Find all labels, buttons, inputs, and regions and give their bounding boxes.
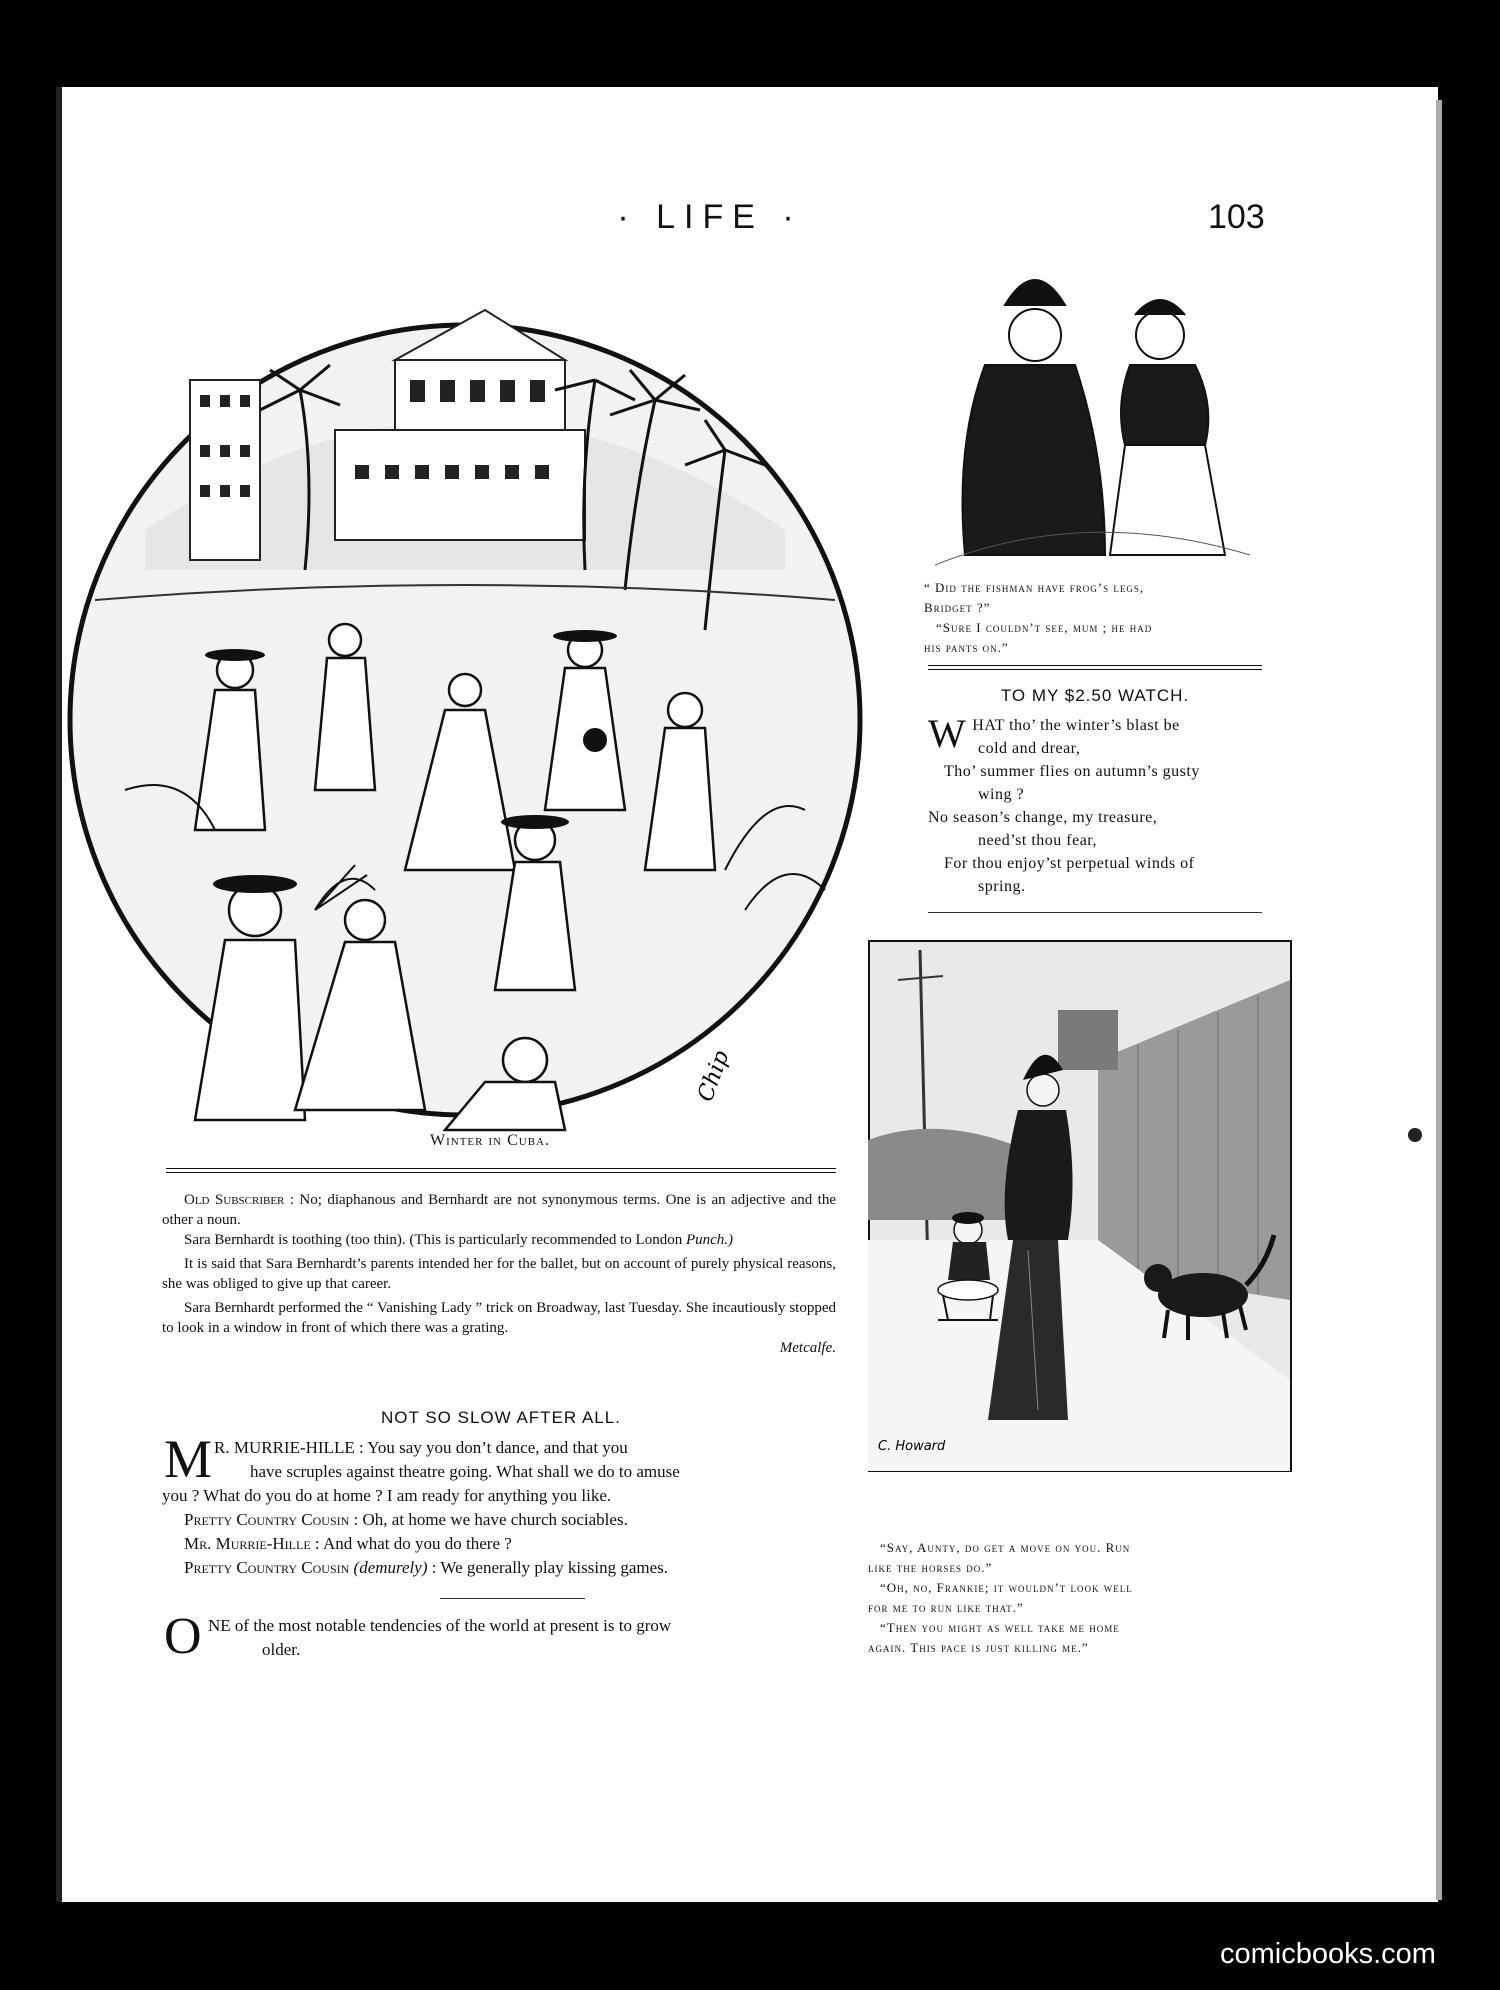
subscriber-paragraph: Sara Bernhardt is toothing (too thin). (This is particularly recommended to London Punch.) — [184, 1232, 734, 1248]
poem-line: wing ? — [978, 786, 1025, 803]
poem-line: Tho’ summer flies on autumn’s gusty — [944, 763, 1200, 780]
page-spine — [56, 87, 62, 1902]
watch-poem-title: TO MY $2.50 WATCH. — [1000, 686, 1190, 705]
slow-rule — [440, 1598, 585, 1599]
subscriber-paragraph: Sara Bernhardt performed the “ Vanishing Lady ” trick on Broadway, last Tuesday. She incautiously stopped to look in a window in front of which there was a grating. — [162, 1300, 836, 1336]
subscriber-rule — [166, 1168, 836, 1173]
older-line: older. — [262, 1640, 301, 1659]
page-number: 103 — [1208, 198, 1265, 236]
not-so-slow-title: NOT SO SLOW AFTER ALL. — [381, 1408, 621, 1427]
subscriber-label: Old Subscriber : — [184, 1192, 294, 1208]
poem-line: spring. — [978, 878, 1026, 895]
subscriber-paragraph: It is said that Sara Bernhardt’s parents intended her for the ballet, but on account of purely physical reasons, she was obliged to give up that career. — [162, 1256, 836, 1292]
aunty-caption-line: again. This pace is just killing me.” — [868, 1640, 1089, 1655]
watch-rule — [928, 912, 1262, 913]
slow-line: Pretty Country Cousin : Oh, at home we have church sociables. — [184, 1510, 628, 1529]
slow-line: have scruples against theatre going. What shall we do to amuse — [250, 1462, 680, 1481]
masthead-title: · LIFE · — [617, 198, 803, 236]
poem-line: No season’s change, my treasure, — [928, 809, 1158, 826]
frog-rule — [928, 665, 1262, 670]
poem-line: need’st thou fear, — [978, 832, 1097, 849]
watch-poem — [928, 711, 1268, 898]
aunty-sled-illustration — [868, 940, 1292, 1472]
aunty-caption-line: “Then you might as well take me home — [880, 1620, 1120, 1635]
frog-caption-line: “Sure I couldn’t see, mum ; he had — [936, 620, 1153, 635]
slow-line: R. MURRIE-HILLE : You say you don’t dance, and that you — [214, 1438, 628, 1457]
aunty-caption-line: like the horses do.” — [868, 1560, 993, 1575]
poem-line: HAT tho’ the winter’s blast be — [972, 717, 1180, 734]
frog-caption-line: Bridget ?” — [924, 600, 991, 615]
frog-caption-line: his pants on.” — [924, 640, 1009, 655]
older-dropcap: O — [164, 1608, 202, 1665]
older-line: NE of the most notable tendencies of the world at present is to grow — [208, 1616, 672, 1635]
aunty-artist-signature: C. Howard — [878, 1439, 946, 1454]
binding-hole — [1408, 1128, 1422, 1142]
cuba-artist-signature: Chip — [693, 1047, 735, 1105]
watch-dropcap: W — [928, 711, 967, 756]
not-so-slow-article — [162, 1429, 842, 1580]
page-edge — [1436, 100, 1442, 1900]
frog-legs-caption — [924, 578, 1264, 658]
aunty-caption-line: for me to run like that.” — [868, 1600, 1024, 1615]
ladies-illustration — [935, 255, 1250, 575]
poem-line: cold and drear, — [978, 740, 1081, 757]
slow-line: you ? What do you do at home ? I am ready for anything you like. — [162, 1486, 612, 1505]
aunty-caption-line: “Oh, no, Frankie; it wouldn’t look well — [880, 1580, 1133, 1595]
old-subscriber-section — [162, 1190, 836, 1358]
older-paragraph — [162, 1608, 842, 1674]
cuba-caption: Winter in Cuba. — [430, 1132, 550, 1149]
aunty-caption-line: “Say, Aunty, do get a move on you. Run — [880, 1540, 1131, 1555]
aunty-caption — [868, 1538, 1268, 1658]
subscriber-signature: Metcalfe. — [779, 1340, 836, 1356]
slow-line: Pretty Country Cousin (demurely) : We generally play kissing games. — [184, 1558, 669, 1577]
slow-line: Mr. Murrie-Hille : And what do you do there ? — [184, 1534, 512, 1553]
winter-in-cuba-illustration — [65, 270, 865, 1150]
site-watermark: comicbooks.com — [1220, 1938, 1436, 1970]
poem-line: For thou enjoy’st perpetual winds of — [944, 855, 1195, 872]
slow-dropcap: M — [164, 1429, 213, 1489]
subscriber-paragraph: Old Subscriber : No; diaphanous and Bernhardt are not synonymous terms. One is an adjective and the other a noun. — [162, 1192, 836, 1228]
frog-caption-line: “ Did the fishman have frog’s legs, — [924, 580, 1145, 595]
